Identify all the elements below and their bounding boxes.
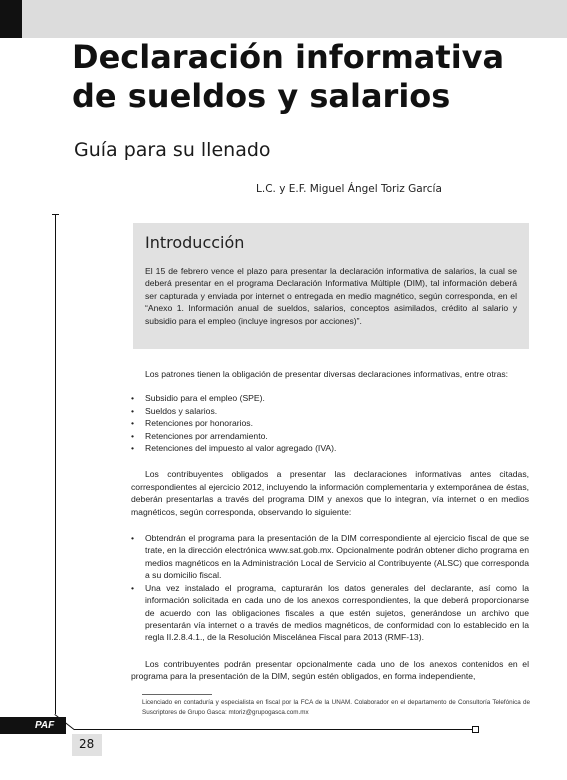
list-item: • Subsidio para el empleo (SPE). [131, 392, 529, 404]
obligations-list [131, 392, 529, 454]
frame-bottom-line [74, 729, 474, 730]
intro-heading: Introducción [145, 233, 245, 252]
list-item: • Una vez instalado el programa, capturarán los datos generales del declarante, así como la información solicitada en cada uno de los anexos correspondientes, la que deberá proporcionarse de acuerdo con las obligaciones fiscales a que estén sujetos, generándose un archivo que presentarán vía internet o a través de medios magnéticos, de conformidad con lo establecido en la regla II.2.8.4.1., de la Resolución Miscelánea Fiscal para 2013 (RMF-13). [131, 582, 529, 644]
list-item: • Sueldos y salarios. [131, 405, 529, 417]
list-item: • Retenciones por honorarios. [131, 417, 529, 429]
author-footnote: Licenciado en contaduría y especialista en fiscal por la FCA de la UNAM. Colaborador en el departamento de Consultoría Telefónica de Suscriptores de Grupo Gasca: mtoriz@grupogasca.com.mx [142, 699, 530, 716]
frame-vertical-line [55, 214, 56, 714]
title-line-1: Declaración informativa [72, 38, 505, 76]
paragraph-3: Los contribuyentes podrán presentar opcionalmente cada uno de los anexos contenidos en el programa para la presentación de la DIM, según estén obligados, en forma independiente, [131, 658, 529, 682]
article-subtitle: Guía para su llenado [74, 139, 271, 161]
author-byline: L.C. y E.F. Miguel Ángel Toriz García [256, 183, 442, 195]
brand-band [0, 717, 66, 734]
article-body [131, 368, 529, 683]
top-header-band [0, 0, 567, 38]
frame-top-tick [52, 214, 59, 215]
list-item: • Retenciones por arrendamiento. [131, 430, 529, 442]
paragraph-1: Los patrones tienen la obligación de presentar diversas declaraciones informativas, entre otras: [145, 369, 509, 379]
list-item: • Obtendrán el programa para la presentación de la DIM correspondiente al ejercicio fiscal de que se trate, en la dirección electrónica www.sat.gob.mx. Opcionalmente podrán obtener dicho programa en medios magnéticos en la Administración Local de Servicio al Contribuyente (ALSC) que corresponda a su domicilio fiscal. [131, 532, 529, 582]
footnote-rule [142, 694, 212, 695]
paragraph-2: Los contribuyentes obligados a presentar las declaraciones informativas antes citadas, correspondientes al ejercicio 2012, incluyendo la información complementaria y extemporánea de éstas, deberán presentarlas a través del programa DIM y anexos que lo integran, vía internet o en medios magnéticos, según corresponda, observando lo siguiente: [131, 469, 529, 517]
list-item: • Retenciones del impuesto al valor agregado (IVA). [131, 442, 529, 454]
page-number: 28 [79, 737, 95, 751]
brand-logo: PAF [35, 720, 55, 731]
intro-box [133, 223, 529, 349]
intro-text: El 15 de febrero vence el plazo para presentar la declaración informativa de salarios, la cual se deberá presentar en el programa Declaración Informativa Múltiple (DIM), tal información deberá ser capturada y enviada por internet o entregada en medio magnético, según corresponda, en el “Anexo 1. Información anual de sueldos, salarios, conceptos asimilados, crédito al salario y subsidio para el empleo (incluye ingresos por acciones)”. [145, 266, 517, 326]
top-corner-block [0, 0, 22, 38]
article-title [72, 38, 552, 116]
title-line-2: de sueldos y salarios [72, 77, 451, 115]
procedure-list [131, 532, 529, 644]
frame-end-marker [472, 726, 479, 733]
